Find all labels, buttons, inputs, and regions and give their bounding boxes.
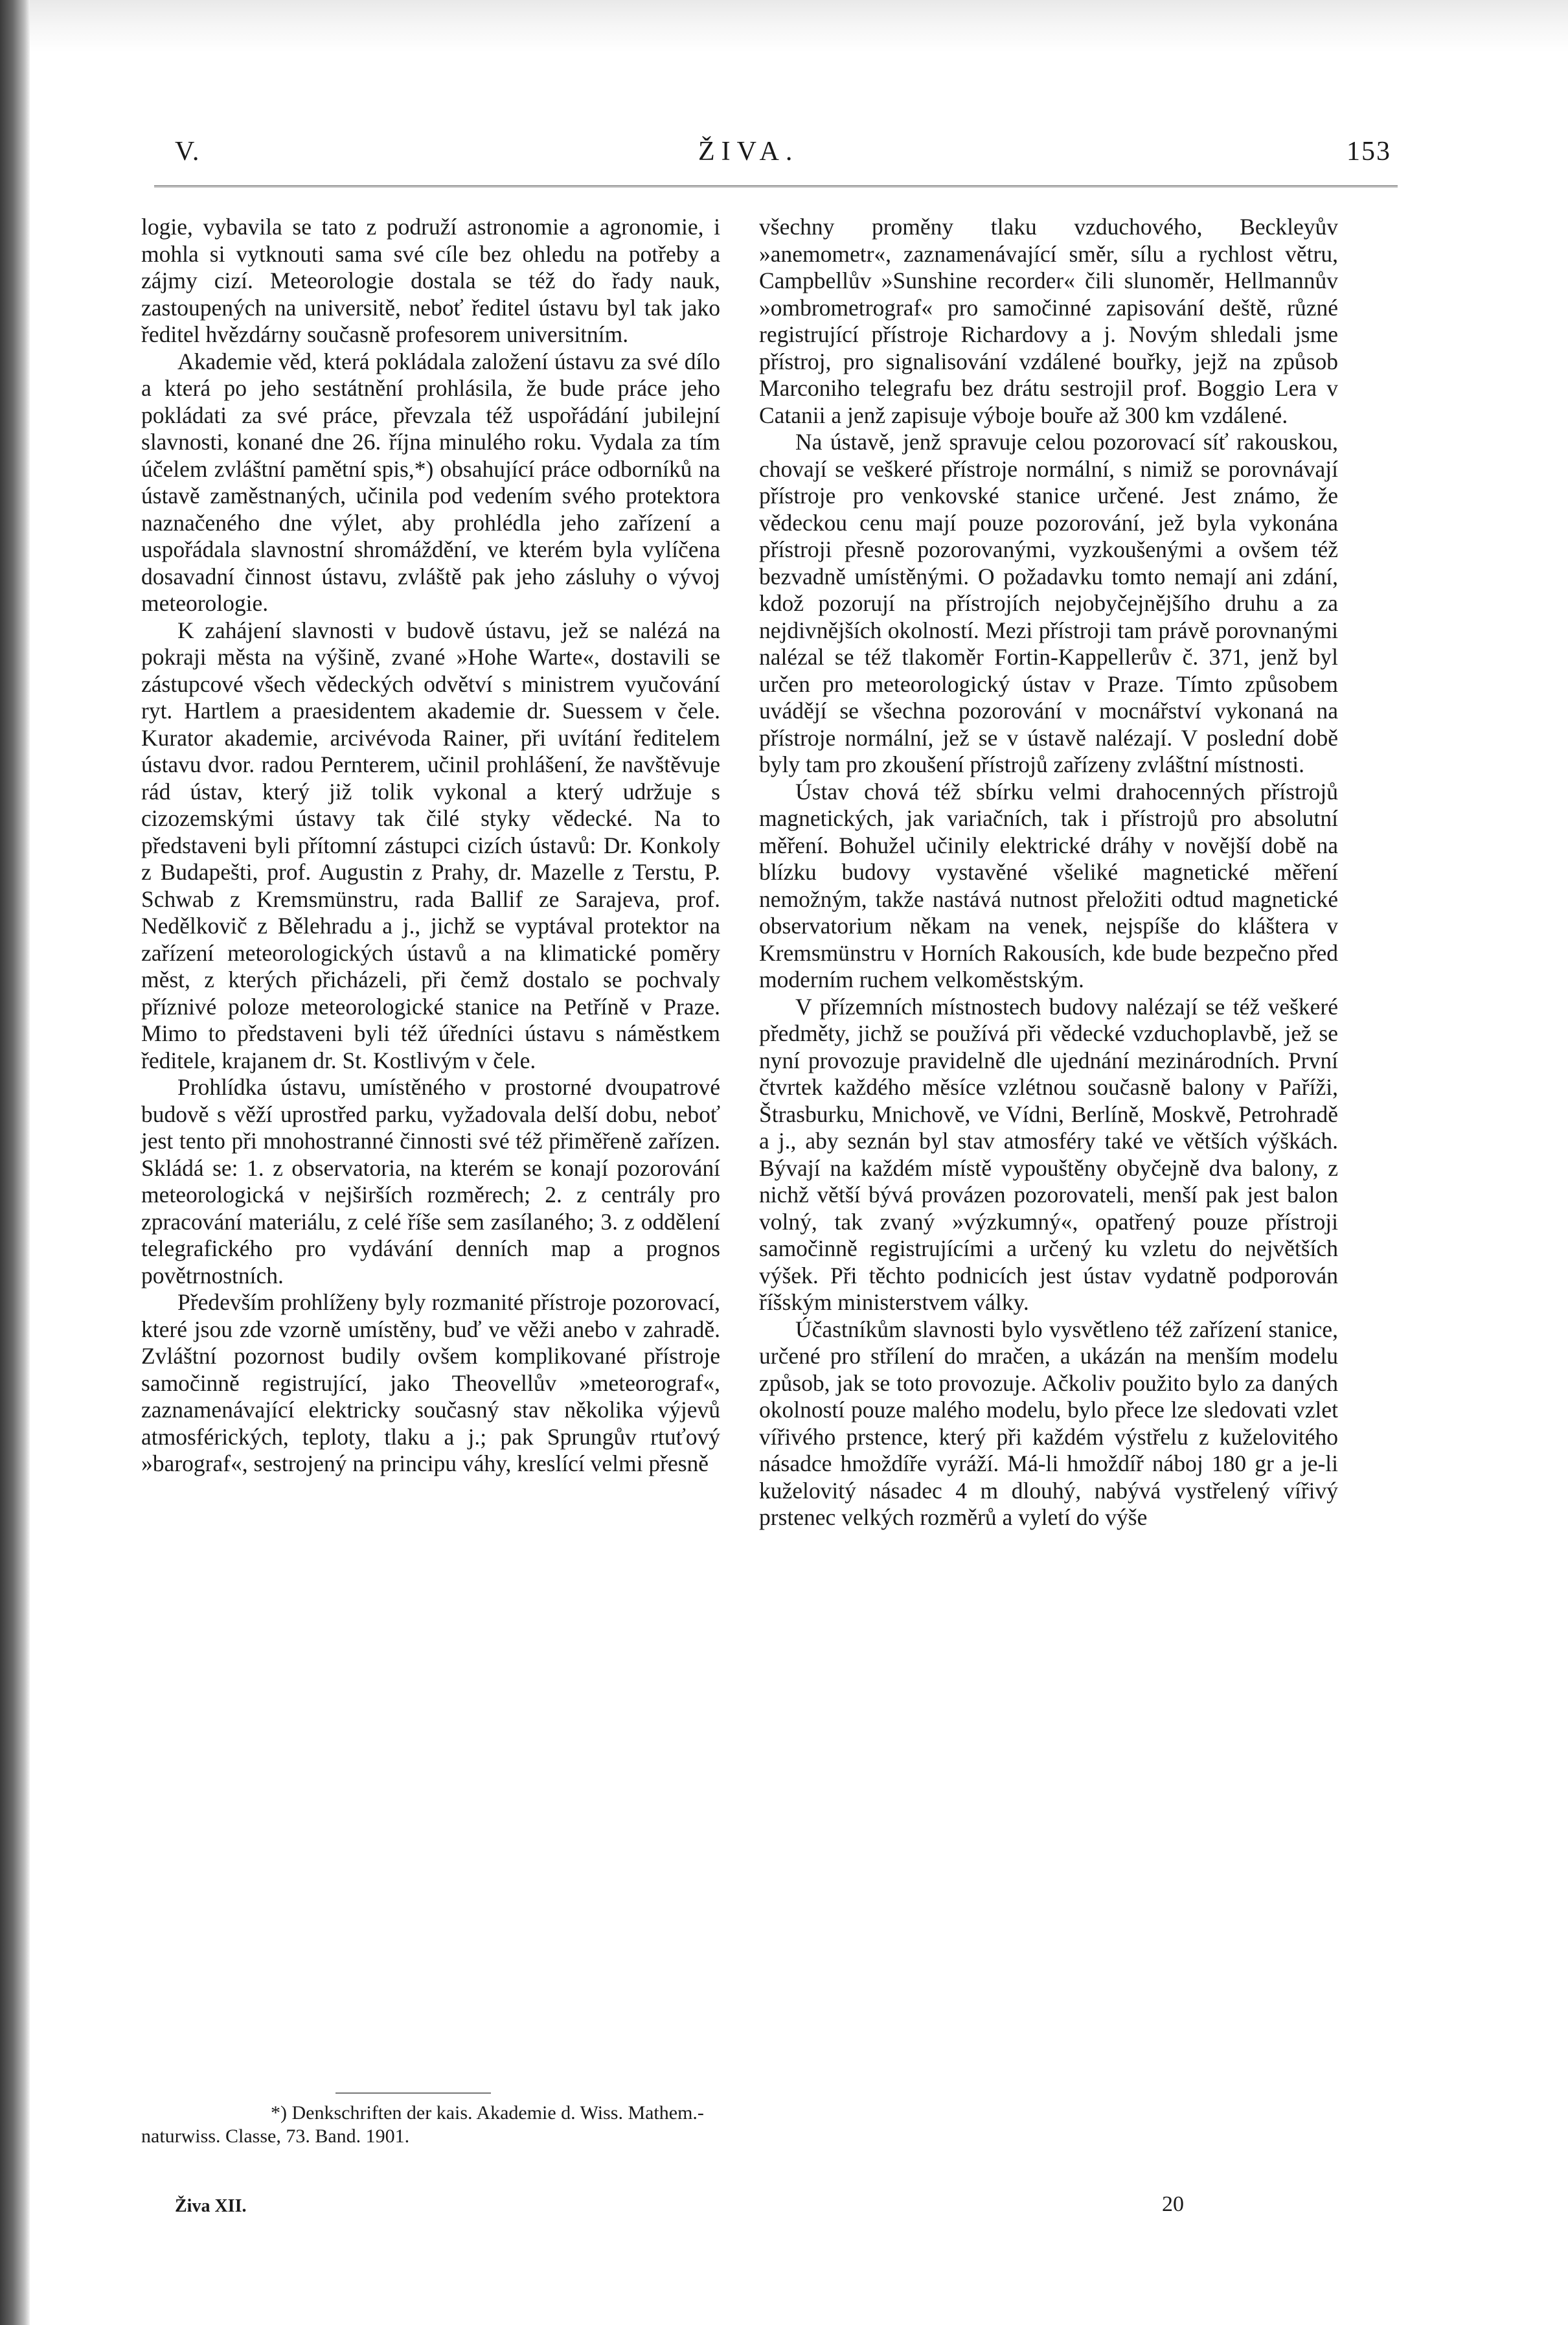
running-header — [141, 130, 1411, 175]
right-column — [759, 214, 1338, 1531]
printer-signature: Živa XII. — [175, 2196, 247, 2216]
sheet-number: 20 — [1162, 2192, 1184, 2216]
paragraph: Prohlídka ústavu, umístěného v prostorné dvoupatrové budově s věží uprostřed parku, vyžadovala delší dobu, neboť jest tento při mnohostranné činnosti své též přiměřeně zařízen. Skládá se: 1. z observatoria, na kterém se konají pozorování meteorologická v nejširších rozměrech; 2. z centrály pro zpracování materiálu, z celé říše sem zasílaného; 3. z oddělení telegrafického pro vydávání denních map a prognos povětrnostních. — [141, 1074, 720, 1288]
journal-page — [141, 130, 1411, 2216]
paragraph: Akademie věd, která pokládala založení ústavu za své dílo a která po jeho sestátnění prohlásila, že bude práce jeho pokládati za své práce, převzala též uspořádání jubilejní slavnosti, konané dne 26. října minulého roku. Vydala za tím účelem zvláštní pamětní spis,*) obsahující práce odborníků na ústavě zaměstnaných, učinila pod vedením svého protektora naznačeného dne výlet, aby prohlédla jeho zařízení a uspořádala slavnostní shromáždění, ve kterém byla vylíčena dosavadní činnost ústavu, zvláště pak jeho zásluhy o vývoj meteorologie. — [141, 348, 720, 616]
paragraph: všechny proměny tlaku vzduchového, Beckleyův »anemometr«, zaznamenávající směr, sílu a rychlost větru, Campbellův »Sunshine recorder« čili slunoměr, Hellmannův »ombrometrograf« pro samočinné zapisování deště, různé registrující přístroje Richardovy a j. Novým shledali jsme přístroj, pro signalisování vzdálené bouřky, jejž na způsob Marconiho telegrafu bez drátu sestrojil prof. Boggio Lera v Catanii a jenž zapisuje výboje bouře až 300 km vzdálené. — [759, 214, 1338, 428]
scan-binding-edge — [0, 0, 30, 2325]
paragraph: Především prohlíženy byly rozmanité přístroje pozorovací, které jsou zde vzorně umístěny, buď ve věži anebo v zahradě. Zvláštní pozornost budily ovšem komplikované přístroje samočinně registrující, jako Theovellův »meteorograf«, zaznamenávající elektricky současný stav několika výjevů atmosférických, teploty, tlaku a j.; pak Sprungův rtuťový »barograf«, sestrojený na principu váhy, kreslící velmi přesně — [141, 1289, 720, 1476]
journal-title: ŽIVA. — [698, 137, 799, 166]
footnote-rule — [335, 2092, 491, 2094]
paragraph: K zahájení slavnosti v budově ústavu, jež se nalézá na pokraji města na výšině, zvané »Hohe Warte«, dostavili se zástupcové všech vědeckých odvětví s ministrem vyučování ryt. Hartlem a praesidentem akademie dr. Suessem v čele. Kurator akademie, arcivévoda Rainer, při uvítání ředitelem ústavu dvor. radou Pernterem, učinil prohlášení, že navštěvuje rád ústav, který již tolik vykonal a který udržuje s cizozemskými ústavy tak čilé styky vědecké. Na to představeni byli přítomní zástupci cizích ústavů: Dr. Konkoly z Budapešti, prof. Augustin z Prahy, dr. Mazelle z Terstu, P. Schwab z Kremsmünstru, rada Ballif ze Sarajeva, prof. Nedělkovič z Bělehradu a j., jichž se vyptával protektor na zařízení meteorologických ústavů a na klimatické poměry měst, z kterých přicházeli, při čemž dostalo se pochvaly příznivé poloze meteorologické stanice na Petříně v Praze. Mimo to představeni byli též úředníci ústavu s náměstkem ředitele, krajanem dr. St. Kostlivým v čele. — [141, 617, 720, 1073]
paragraph: Na ústavě, jenž spravuje celou pozorovací síť rakouskou, chovají se veškeré přístroje normální, s nimiž se porovnávají přístroje pro venkovské stanice určené. Jest známo, že vědeckou cenu mají pouze pozorování, jež byla vykonána přístroji přesně pozorovanými, vyzkoušenými a ovšem též bezvadně umístěnými. O požadavku tomto nemají ani zdání, kdož pozorují na přístrojích nejobyčejnějšího druhu a za nejdivnějších okolností. Mezi přístroji tam právě porovnanými nalézal se též tlakoměr Fortin-Kappellerův č. 371, jenž byl určen pro meteorologický ústav v Praze. Tímto způsobem uvádějí se všechna pozorování v mocnářství vykonaná na přístroje normální, jež se v ústavě nalézají. V poslední době byly tam pro zkoušení přístrojů zařízeny zvláštní místnosti. — [759, 429, 1338, 777]
scan-top-shadow — [30, 0, 1568, 52]
header-rule — [154, 185, 1398, 187]
left-column — [141, 214, 720, 1478]
footnote-text: *) Denkschriften der kais. Akademie d. Wiss. Mathem.-naturwiss. Classe, 73. Band. 1901. — [141, 2102, 704, 2147]
paragraph: Účastníkům slavnosti bylo vysvětleno též zařízení stanice, určené pro střílení do mračen, a ukázán na menším modelu způsob, jak se toto provozuje. Ačkoliv použito bylo za daných okolností pouze malého modelu, bylo přece lze sledovati vzlet vířivého prstence, který při každém výstřelu z kuželovitého násadce hmoždíře vyráží. Má-li hmoždíř náboj 180 gr a je-li kuželovitý násadec 4 m dlouhý, nabývá vystřelený vířivý prstenec velkých rozměrů a vyletí do výše — [759, 1316, 1338, 1530]
paragraph: V přízemních místnostech budovy nalézají se též veškeré předměty, jichž se používá při vědecké vzduchoplavbě, jež se nyní provozuje pravidelně dle ujednání mezinárodních. První čtvrtek každého měsíce vzlétnou současně balony v Paříži, Štrasburku, Mnichově, ve Vídni, Berlíně, Moskvě, Petrohradě a j., aby seznán byl stav atmosféry také ve větších výškách. Bývají na každém místě vypouštěny obyčejně dva balony, z nichž větší bývá provázen pozorovateli, menší pak jest balon volný, tak zvaný »výzkumný«, opatřený pouze přístroji samočinně registrujícími a určený ku vzletu do největších výšek. Při těchto podnicích jest ústav vydatně podporován říšským ministerstvem války. — [759, 993, 1338, 1315]
page-number: 153 — [1346, 137, 1391, 166]
volume-label: V. — [175, 137, 201, 166]
paragraph: logie, vybavila se tato z podruží astronomie a agronomie, i mohla si vytknouti sama své cíle bez ohledu na potřeby a zájmy cizí. Meteorologie dostala se též do řady nauk, zastoupených na universitě, neboť ředitel ústavu byl tak jako ředitel hvězdárny současně profesorem universitním. — [141, 214, 720, 347]
footnote — [141, 2092, 720, 2148]
paragraph: Ústav chová též sbírku velmi drahocenných přístrojů magnetických, jak variačních, tak i přístrojů pro absolutní měření. Bohužel učinily elektrické dráhy v novější době na blízku budovy vystavěné všeliké magnetické měření nemožným, takže nastává nutnost přeložiti odtud magnetické observatorium někam na venek, nejspíše do kláštera v Kremsmünstru v Horních Rakousích, kde bude bezpečno před moderním ruchem velkoměstským. — [759, 778, 1338, 992]
